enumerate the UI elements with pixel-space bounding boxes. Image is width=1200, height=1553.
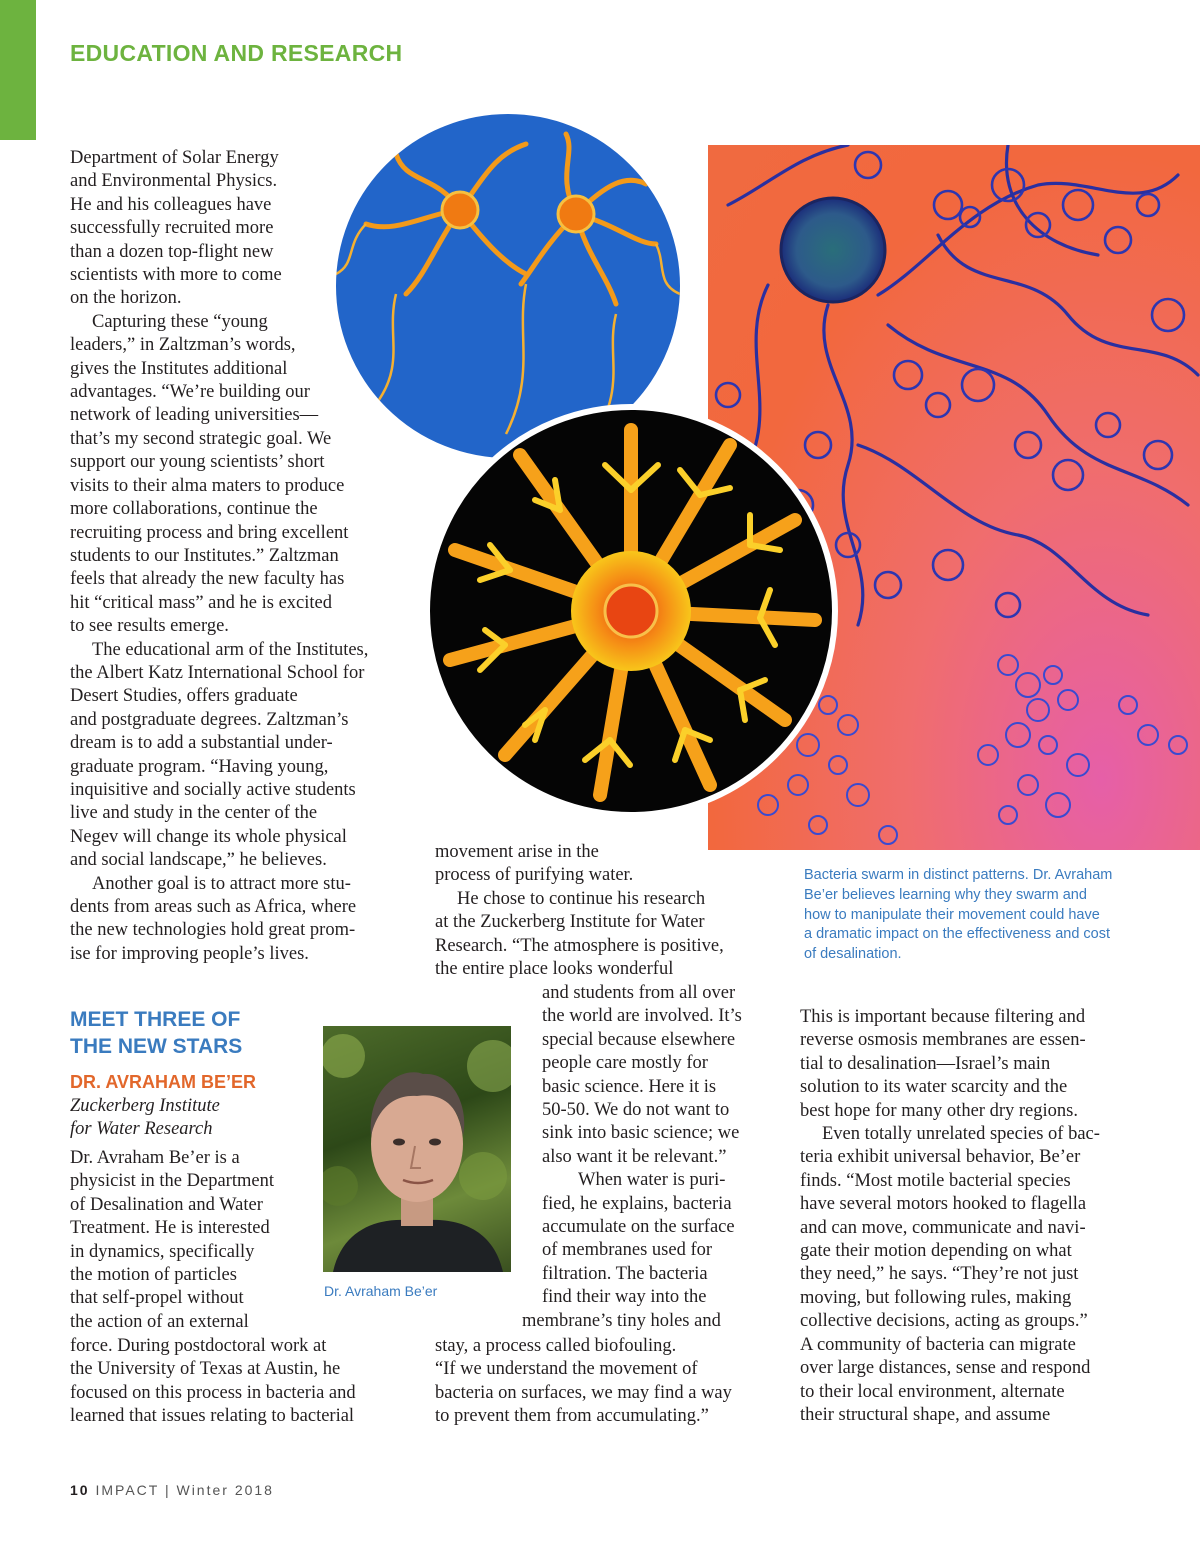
text-line: Another goal is to attract more stu-: [92, 873, 351, 894]
text-line: also want it be relevant.”: [542, 1146, 727, 1167]
text-line: moving, but following rules, making: [800, 1287, 1072, 1308]
text-line: Department of Solar Energy: [70, 148, 279, 168]
text-line: physicist in the Department: [70, 1171, 274, 1192]
text-line: focused on this process in bacteria and: [70, 1382, 356, 1403]
text-line: students to our Institutes.” Zaltzman: [70, 545, 339, 566]
image-caption: [804, 866, 1144, 965]
text-line: Treatment. He is interested: [70, 1218, 270, 1239]
text-line: teria exhibit universal behavior, Be’er: [800, 1147, 1081, 1168]
text-line: network of leading universities—: [70, 405, 319, 426]
paragraph: [800, 1006, 1145, 1123]
text-line: finds. “Most motile bacterial species: [800, 1170, 1071, 1191]
text-line: on the horizon.: [70, 288, 182, 309]
article-column-2-top: [435, 841, 775, 981]
text-line: that’s my second strategic goal. We: [70, 428, 332, 449]
text-line: of membranes used for: [542, 1240, 713, 1261]
text-line: fied, he explains, bacteria: [542, 1193, 732, 1214]
text-line: special because elsewhere: [542, 1029, 736, 1050]
text-line: find their way into the: [542, 1287, 707, 1308]
text-line: When water is puri-: [578, 1170, 726, 1191]
paragraph: [70, 639, 400, 873]
text-line: He and his colleagues have: [70, 194, 272, 215]
text-line: the Albert Katz International School for: [70, 662, 365, 683]
text-line: they need,” he says. “They’re not just: [800, 1264, 1079, 1285]
text-line: of Desalination and Water: [70, 1194, 263, 1215]
section-header: EDUCATION AND RESEARCH: [70, 40, 403, 66]
meet-new-stars-heading: [70, 1006, 242, 1060]
text-line: the University of Texas at Austin, he: [70, 1359, 341, 1380]
text-line: people care mostly for: [542, 1053, 708, 1074]
text-line: scientists with more to come: [70, 265, 282, 286]
bacteria-colony-photo-orange: [424, 404, 838, 818]
article-column-3: [800, 1006, 1145, 1427]
magazine-issue: IMPACT | Winter 2018: [95, 1482, 274, 1498]
institute-line: Zuckerberg Institute: [70, 1096, 220, 1116]
text-line: A community of bacteria can migrate: [800, 1334, 1076, 1355]
text-line: advantages. “We’re building our: [70, 382, 310, 403]
article-column-2-bottom: [435, 1335, 775, 1429]
text-line: gives the Institutes additional: [70, 358, 288, 379]
text-line: process of purifying water.: [435, 865, 634, 886]
institute-line: for Water Research: [70, 1118, 213, 1139]
article-column-1-bottom-wide: [70, 1335, 410, 1429]
text-line: and postgraduate degrees. Zaltzman’s: [70, 709, 349, 730]
text-line: collective decisions, acting as groups.”: [800, 1311, 1088, 1332]
text-line: Research. “The atmosphere is positive,: [435, 935, 724, 956]
researcher-portrait-photo: [323, 1026, 511, 1272]
text-line: more collaborations, continue the: [70, 499, 318, 520]
text-line: that self-propel without: [70, 1288, 244, 1309]
text-line: have several motors hooked to flagella: [800, 1194, 1087, 1215]
article-column-1-bottom-narrow: [70, 1147, 320, 1334]
text-line: and Environmental Physics.: [70, 171, 278, 192]
caption-line: a dramatic impact on the effectiveness and cost: [804, 926, 1111, 943]
text-line: This is important because filtering and: [800, 1007, 1086, 1027]
paragraph: [522, 1169, 777, 1333]
text-line: force. During postdoctoral work at: [70, 1336, 327, 1356]
paragraph: [800, 1123, 1145, 1427]
paragraph: [70, 873, 400, 967]
text-line: the world are involved. It’s: [542, 1006, 742, 1027]
text-line: membrane’s tiny holes and: [522, 1310, 721, 1331]
text-line: graduate program. “Having young,: [70, 756, 329, 777]
text-line: dream is to add a substantial under-: [70, 733, 333, 754]
caption-line: how to manipulate their movement could have: [804, 906, 1100, 923]
text-line: the new technologies hold great prom-: [70, 920, 356, 941]
text-line: solution to its water scarcity and the: [800, 1077, 1068, 1098]
text-line: accumulate on the surface: [542, 1217, 735, 1238]
text-line: basic science. Here it is: [542, 1076, 717, 1097]
text-line: gate their motion depending on what: [800, 1241, 1072, 1262]
text-line: learned that issues relating to bacterial: [70, 1406, 355, 1427]
text-line: feels that already the new faculty has: [70, 569, 345, 590]
text-line: bacteria on surfaces, we may find a way: [435, 1382, 732, 1403]
article-column-2-middle: [522, 982, 777, 1333]
heading-line: THE NEW STARS: [70, 1035, 243, 1058]
page-number: 10: [70, 1482, 90, 1498]
text-line: filtration. The bacteria: [542, 1263, 708, 1284]
caption-line: Bacteria swarm in distinct patterns. Dr. Avraham: [804, 867, 1113, 883]
text-line: support our young scientists’ short: [70, 452, 325, 473]
caption-line: Be’er believes learning why they swarm and: [804, 886, 1087, 903]
text-line: dents from areas such as Africa, where: [70, 897, 357, 917]
text-line: their structural shape, and assume: [800, 1404, 1051, 1425]
text-line: in dynamics, specifically: [70, 1241, 255, 1262]
section-color-bar: [0, 0, 36, 140]
text-line: visits to their alma maters to produce: [70, 475, 345, 496]
text-line: stay, a process called biofouling.: [435, 1336, 677, 1356]
text-line: to see results emerge.: [70, 616, 229, 637]
text-line: recruiting process and bring excellent: [70, 522, 349, 543]
text-line: successfully recruited more: [70, 218, 274, 239]
text-line: Negev will change its whole physical: [70, 826, 347, 847]
text-line: best hope for many other dry regions.: [800, 1100, 1078, 1121]
portrait-graphic: [323, 1026, 511, 1272]
researcher-name: DR. AVRAHAM BE’ER: [70, 1072, 257, 1092]
paragraph: [435, 841, 775, 888]
heading-line: MEET THREE OF: [70, 1008, 241, 1031]
paragraph: [435, 888, 775, 982]
text-line: “If we understand the movement of: [435, 1359, 698, 1380]
text-line: the action of an external: [70, 1311, 249, 1332]
text-line: hit “critical mass” and he is excited: [70, 592, 332, 613]
text-line: Even totally unrelated species of bac-: [822, 1124, 1100, 1145]
text-line: live and study in the center of the: [70, 803, 318, 824]
paragraph: [542, 982, 777, 1169]
text-line: than a dozen top-flight new: [70, 241, 274, 262]
text-line: The educational arm of the Institutes,: [92, 639, 369, 660]
text-line: the motion of particles: [70, 1265, 237, 1286]
text-line: the entire place looks wonderful: [435, 959, 674, 980]
text-line: over large distances, sense and respond: [800, 1358, 1091, 1379]
portrait-caption: Dr. Avraham Be’er: [324, 1283, 438, 1299]
researcher-institute: [70, 1095, 220, 1140]
paragraph: [70, 1147, 320, 1334]
caption-line: of desalination.: [804, 946, 902, 963]
text-line: and students from all over: [542, 983, 736, 1003]
text-line: He chose to continue his research: [457, 888, 706, 909]
text-line: and can move, communicate and navi-: [800, 1217, 1086, 1238]
text-line: tial to desalination—Israel’s main: [800, 1053, 1051, 1074]
text-line: sink into basic science; we: [542, 1123, 740, 1144]
text-line: 50-50. We do not want to: [542, 1100, 730, 1121]
paragraph: [435, 1335, 775, 1429]
page-footer: [70, 1482, 274, 1498]
text-line: Capturing these “young: [92, 311, 268, 332]
text-line: movement arise in the: [435, 842, 599, 862]
text-line: to their local environment, alternate: [800, 1381, 1065, 1402]
text-line: Desert Studies, offers graduate: [70, 686, 298, 707]
text-line: reverse osmosis membranes are essen-: [800, 1030, 1086, 1051]
text-line: leaders,” in Zaltzman’s words,: [70, 335, 296, 356]
dendritic-pattern-graphic: [430, 410, 832, 812]
text-line: at the Zuckerberg Institute for Water: [435, 912, 705, 933]
text-line: Dr. Avraham Be’er is a: [70, 1148, 240, 1168]
text-line: ise for improving people’s lives.: [70, 943, 309, 964]
text-line: to prevent them from accumulating.”: [435, 1406, 709, 1427]
paragraph: [70, 1335, 410, 1429]
text-line: and social landscape,” he believes.: [70, 850, 327, 871]
text-line: inquisitive and socially active students: [70, 779, 356, 800]
